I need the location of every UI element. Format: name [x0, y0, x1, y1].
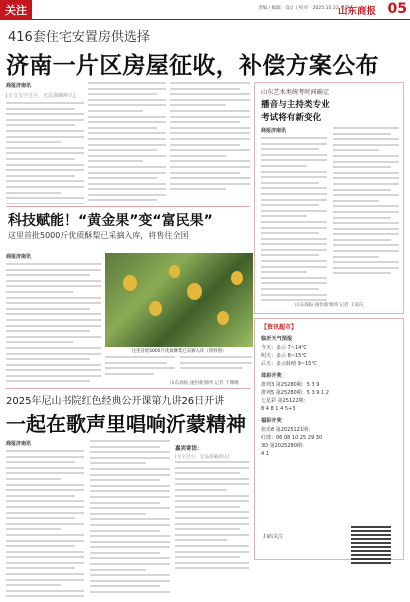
- story1-column-3: [170, 82, 250, 204]
- right-article-kicker: 山东艺术类统考时间确定: [261, 89, 330, 96]
- story2-column-2: [105, 356, 175, 386]
- story2-byline: 山东商报·速豹新闻网 记者 于珊珊: [170, 381, 239, 386]
- story1-body-note: [正文文字过小，无法准确辨认]: [6, 93, 75, 99]
- welfare-row: 4 1: [261, 451, 269, 457]
- page-number: 05: [387, 1, 407, 17]
- story3-column-2: [90, 440, 170, 598]
- weather-row: 后天：多云转晴 9~15℃: [261, 361, 317, 367]
- lottery-title: 体彩开奖: [261, 373, 282, 379]
- story1-kicker: 416套住宅安置房供选择: [8, 30, 150, 45]
- welfare-row: 红球：06 08 10 25 29 30: [261, 435, 323, 441]
- story1-column-2: [88, 82, 166, 204]
- brand-name: 山东商报: [338, 6, 377, 17]
- photo-caption: 这里首批5000斤优质酥梨已采摘入库（资料图）: [131, 349, 227, 354]
- divider-story3: [6, 388, 250, 389]
- divider-story2: [6, 206, 250, 207]
- pear-orchard-photo: [105, 253, 253, 347]
- story3-kicker: 2025年尼山书院红色经典公开课第九讲26日开讲: [6, 396, 225, 407]
- section-tag: 关注: [0, 0, 32, 20]
- weather-row: 明天：多云 8~15℃: [261, 353, 307, 359]
- story3-column-1: [6, 440, 84, 598]
- lottery-row: 8 4 8 1 4 5+3: [261, 406, 296, 412]
- lottery-row: 排列3 第25280期：5 3 9: [261, 382, 320, 388]
- lottery-row: 七星彩 第25122期：: [261, 398, 309, 404]
- welfare-row: 3D 第2025280期：: [261, 443, 307, 449]
- guest-message-title: 嘉宾寄语：: [175, 446, 203, 452]
- story1-headline: 济南一片区房屋征收，补偿方案公布: [6, 53, 379, 79]
- qr-label: 扫码关注: [263, 534, 284, 540]
- lottery-row: 排列5 第25280期：5 3 9 1 2: [261, 390, 329, 396]
- welfare-row: 快乐8 第2025121期：: [261, 427, 314, 433]
- story3-lead: 商报济南讯: [6, 441, 32, 447]
- info-box: [254, 318, 404, 560]
- weather-title: 临沂天气预报: [261, 336, 293, 342]
- guest-message-line: [文字过小，无法准确辨认]: [175, 454, 230, 460]
- right-article-byline: 山东商报·速豹新闻网 记者 王道庆: [295, 303, 364, 308]
- story3-headline: 一起在歌声里唱响沂蒙精神: [6, 412, 246, 436]
- masthead-meta: 责编 / 编辑 · 设计 / 校对 · 2025.10.22 星期三: [258, 6, 354, 11]
- qr-code-icon[interactable]: [351, 524, 391, 564]
- guest-message: [175, 446, 249, 571]
- right-article-headline-1: 播音与主持类专业: [261, 100, 330, 110]
- info-box-title: 【资讯超市】: [261, 324, 298, 331]
- right-article-lead: 商报济南讯: [261, 128, 287, 134]
- right-article-headline-2: 考试将有新变化: [261, 113, 322, 123]
- story1-column-1: [6, 82, 84, 204]
- weather-row: 今天：多云 7~14℃: [261, 345, 307, 351]
- story2-column-1: [6, 253, 101, 383]
- story2-subhead: 这里首批5000斤优质酥梨已采摘入库，将售往全国: [8, 231, 189, 240]
- story2-lead: 商报济南讯: [6, 254, 32, 260]
- story2-headline: 科技赋能！“黄金果”变“富民果”: [8, 213, 213, 229]
- right-article-col-2: [333, 127, 399, 297]
- right-article-box: [254, 82, 404, 314]
- story1-lead: 商报济南讯: [6, 83, 32, 89]
- masthead: [0, 0, 410, 20]
- right-article-col-1: [261, 127, 327, 307]
- welfare-title: 福彩开奖: [261, 418, 282, 424]
